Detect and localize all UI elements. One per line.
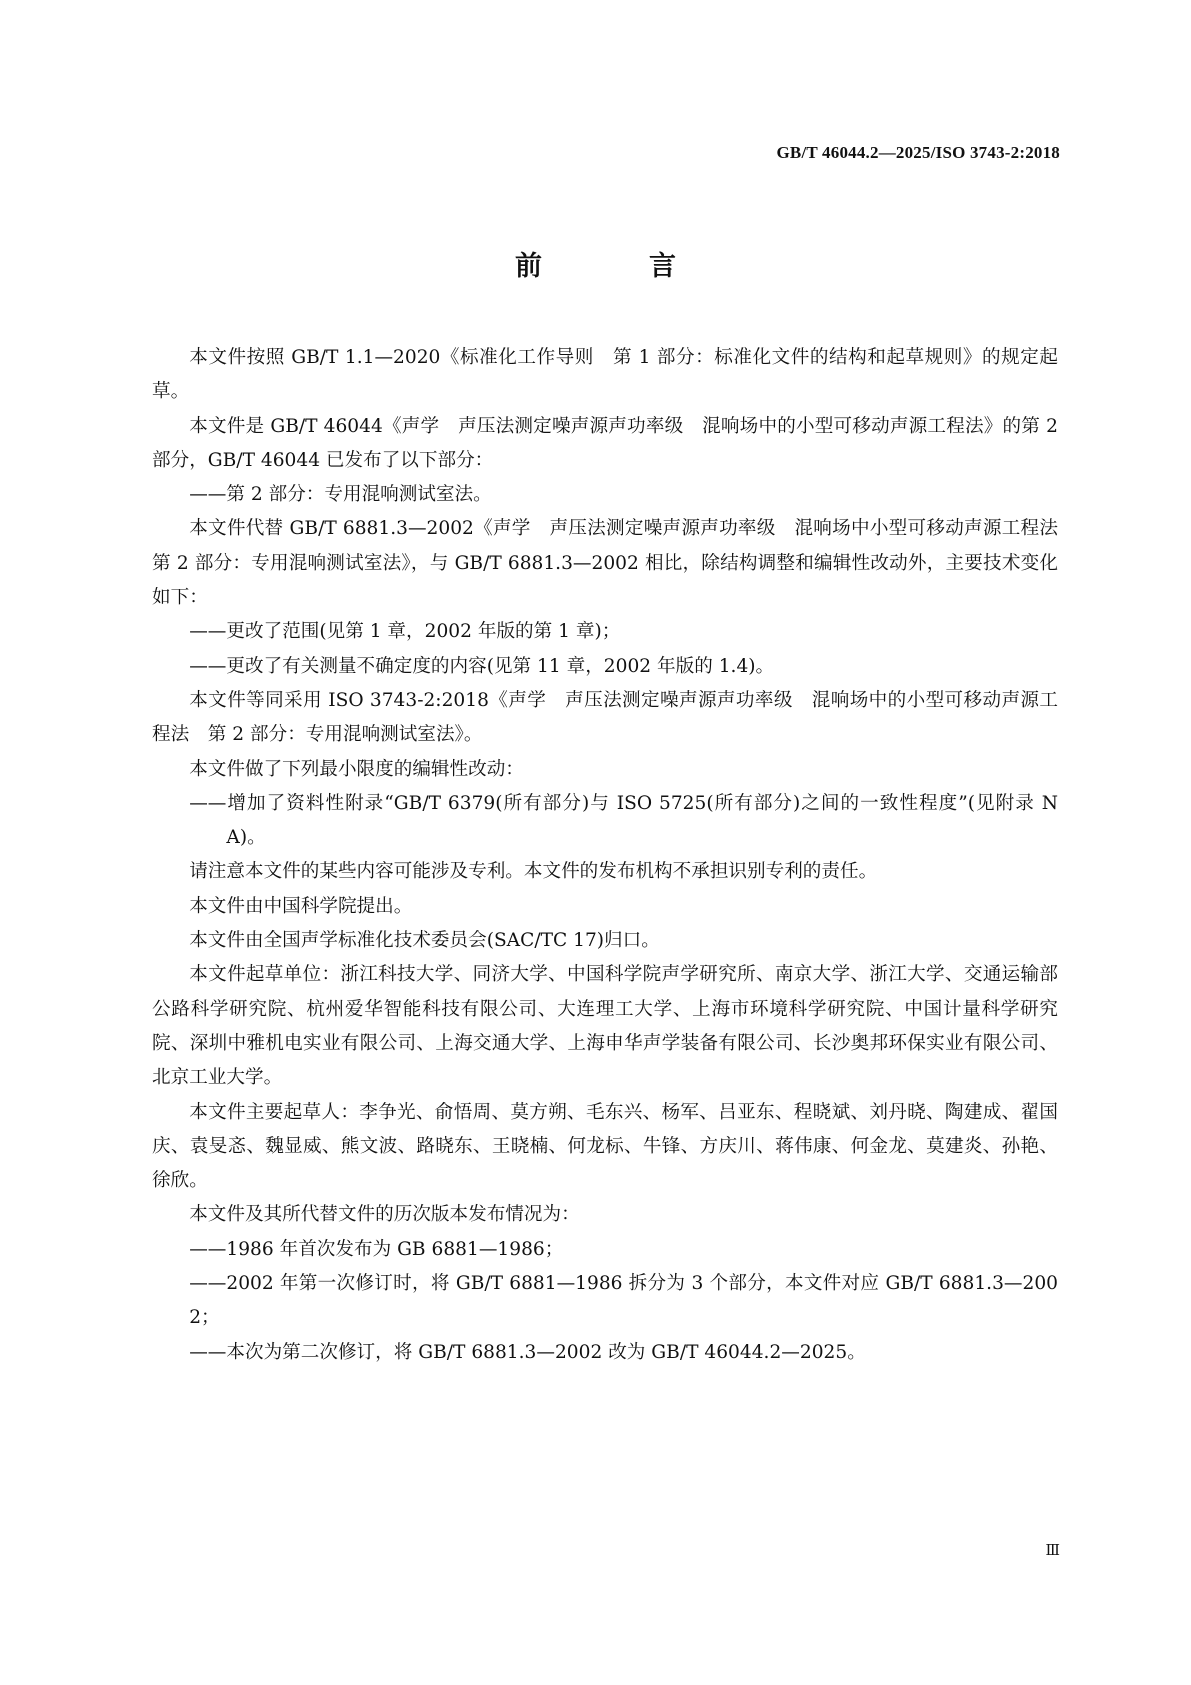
paragraph-proposed-by: 本文件由中国科学院提出。 (189, 895, 413, 917)
list-item-change-uncertainty: ——更改了有关测量不确定度的内容(见第 11 章，2002 年版的 1.4)。 (189, 655, 775, 677)
standard-code-header: GB/T 46044.2—2025/ISO 3743-2:2018 (776, 143, 1060, 162)
list-item-history-2002: ——2002 年第一次修订时，将 GB/T 6881—1986 拆分为 3 个部分，本文件对应 GB/T 6881.3—2002； (189, 1273, 1058, 1329)
paragraph-drafting-organizations: 本文件起草单位：浙江科技大学、同济大学、中国科学院声学研究所、南京大学、浙江大学、交通运输部公路科学研究院、杭州爱华智能科技有限公司、大连理工大学、上海市环境科学研究院、中国计量科学研究院、深圳中雅机电实业有限公司、上海交通大学、上海申华声学装备有限公司、长沙奥邦环保实业有限公司、北京工业大学。 (152, 964, 1058, 1089)
paragraph-patent-notice: 请注意本文件的某些内容可能涉及专利。本文件的发布机构不承担识别专利的责任。 (189, 861, 878, 883)
paragraph-main-drafters: 本文件主要起草人：李争光、俞悟周、莫方朔、毛东兴、杨军、吕亚东、程晓斌、刘丹晓、陶建成、翟国庆、袁旻忞、魏显威、熊文波、路晓东、王晓楠、何龙标、牛锋、方庆川、蒋伟康、何金龙、莫建炎、孙艳、徐欣。 (152, 1101, 1058, 1192)
paragraph-identical-adoption: 本文件等同采用 ISO 3743-2:2018《声学 声压法测定噪声源声功率级 混响场中的小型可移动声源工程法 第 2 部分：专用混响测试室法》。 (152, 689, 1058, 746)
page-number: Ⅲ (1045, 1543, 1060, 1559)
page-title: 前 言 (515, 251, 716, 282)
list-item-annex-na: ——增加了资料性附录“GB/T 6379(所有部分)与 ISO 5725(所有部分)之间的一致性程度”(见附录 NA)。 (189, 792, 1058, 849)
paragraph-version-history: 本文件及其所代替文件的历次版本发布情况为： (189, 1204, 580, 1226)
paragraph-editorial-changes: 本文件做了下列最小限度的编辑性改动： (189, 758, 524, 780)
list-item-history-1986: ——1986 年首次发布为 GB 6881—1986； (189, 1238, 564, 1260)
paragraph-series-description: 本文件是 GB/T 46044《声学 声压法测定噪声源声功率级 混响场中的小型可移动声源工程法》的第 2 部分，GB/T 46044 已发布了以下部分： (152, 415, 1058, 471)
list-item-published-part: ——第 2 部分：专用混响测试室法。 (189, 484, 492, 506)
list-item-change-scope: ——更改了范围(见第 1 章，2002 年版的第 1 章)； (189, 621, 621, 643)
paragraph-replacement: 本文件代替 GB/T 6881.3—2002《声学 声压法测定噪声源声功率级 混响场中小型可移动声源工程法 第 2 部分：专用混响测试室法》，与 GB/T 6881.3—2002 相比，除结构调整和编辑性改动外，主要技术变化如下： (152, 518, 1077, 609)
list-item-history-2025: ——本次为第二次修订，将 GB/T 6881.3—2002 改为 GB/T 46044.2—2025。 (189, 1341, 866, 1363)
paragraph-administered-by: 本文件由全国声学标准化技术委员会(SAC/TC 17)归口。 (189, 930, 660, 952)
foreword-body (152, 341, 1077, 1370)
paragraph-drafting-rules: 本文件按照 GB/T 1.1—2020《标准化工作导则 第 1 部分：标准化文件的结构和起草规则》的规定起草。 (152, 347, 1058, 403)
